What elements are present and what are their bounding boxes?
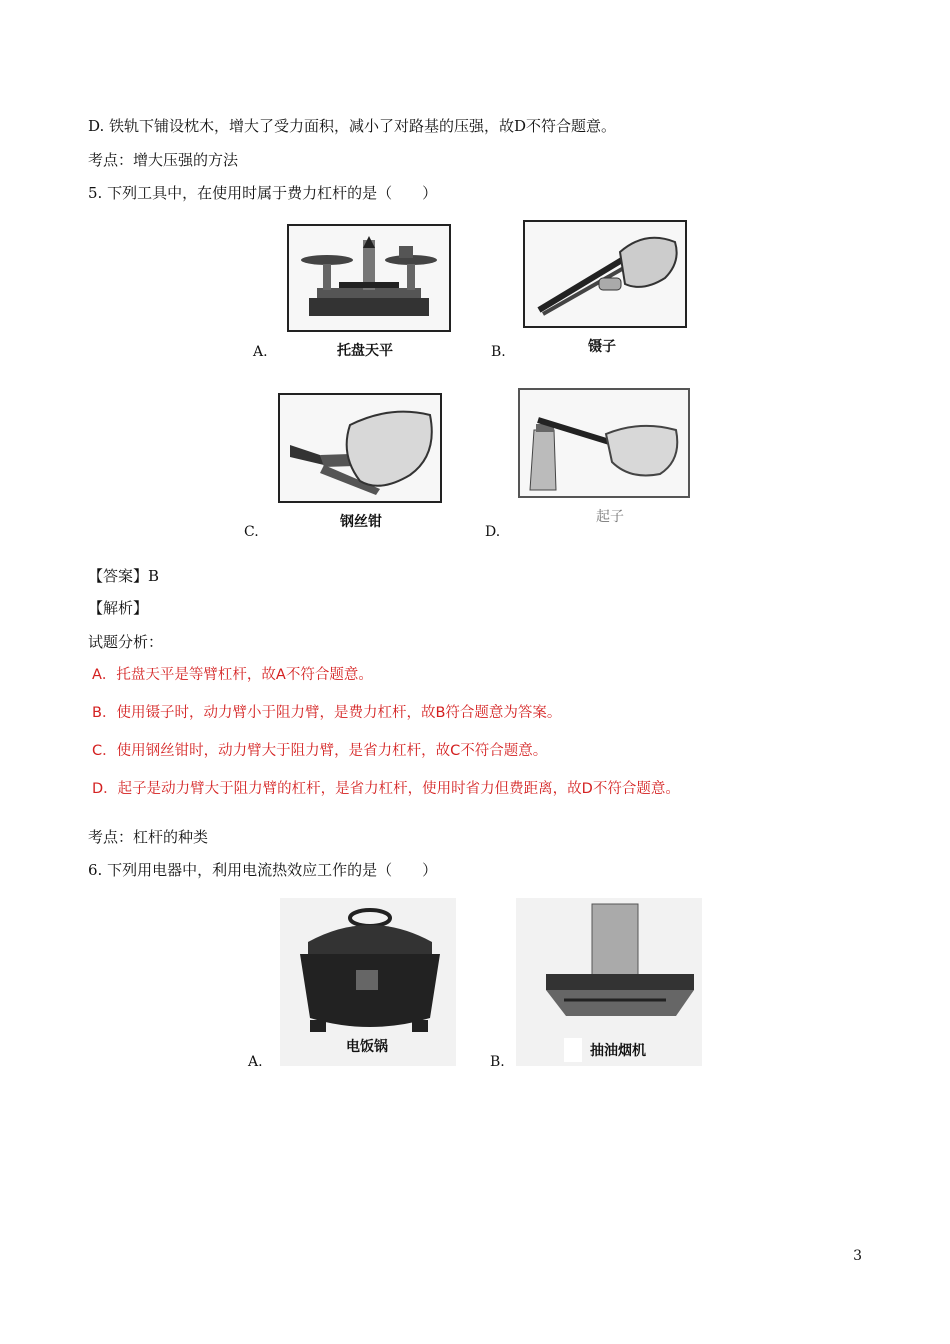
figure-pliers [278,393,442,503]
q6-option-b-label: B. [490,1054,505,1070]
question-5: 5. 下列工具中，在使用时属于费力杠杆的是（ ） [88,184,438,202]
figure-balance-scale [287,224,451,332]
caption-bottle-opener: 起子 [596,509,624,525]
q6-option-a-label: A. [248,1054,263,1070]
caption-tweezers: 镊子 [588,339,616,355]
option-c-label: C. [244,524,259,540]
tweezers-icon [525,222,685,326]
balance-scale-icon [289,226,449,330]
explanation-c: C．使用钢丝钳时，动力臂大于阻力臂，是省力杠杆，故C不符合题意。 [92,743,548,759]
bottle-opener-icon [520,390,688,496]
caption-rice-cooker: 电饭锅 [346,1039,388,1055]
kaodian-q5: 考点：杠杆的种类 [88,828,209,846]
caption-range-hood: 抽油烟机 [590,1043,646,1059]
option-b-label: B. [491,344,506,360]
figure-bottle-opener [518,388,690,498]
jiexi-heading: 【解析】 [88,599,149,617]
explanation-d: D．起子是动力臂大于阻力臂的杠杆，是省力杠杆，使用时省力但费距离，故D不符合题意。 [92,781,680,797]
question-6: 6. 下列用电器中，利用电流热效应工作的是（ ） [88,861,438,879]
prev-option-d-text: D. 铁轨下铺设枕木，增大了受力面积，减小了对路基的压强，故D不符合题意。 [88,117,617,135]
explanation-b: B．使用镊子时，动力臂小于阻力臂，是费力杠杆，故B符合题意为答案。 [92,705,562,721]
option-d-label: D. [485,524,501,540]
option-a-label: A. [253,344,268,360]
prev-kaodian: 考点：增大压强的方法 [88,151,239,169]
fenxi-heading: 试题分析： [88,633,164,651]
pliers-icon [280,395,440,501]
caption-pliers: 钢丝钳 [340,514,382,530]
answer: 【答案】B [88,567,160,585]
caption-balance-scale: 托盘天平 [337,343,393,359]
explanation-a: A．托盘天平是等臂杠杆，故A不符合题意。 [92,667,373,683]
figure-tweezers [523,220,687,328]
page-number: 3 [853,1248,862,1264]
